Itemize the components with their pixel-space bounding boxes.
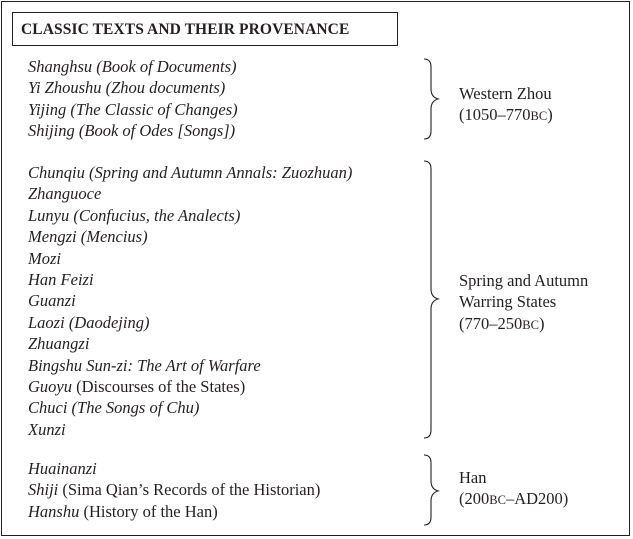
list-item: Chunqiu (Spring and Autumn Annals: Zuozhuan): [28, 163, 353, 182]
brace-han: [420, 452, 448, 528]
period-name: Spring and Autumn: [459, 271, 589, 290]
period-han: [459, 467, 568, 512]
period-name: Han: [459, 468, 487, 487]
brace-spring-autumn: [420, 158, 448, 442]
list-item: Mengzi (Mencius): [28, 227, 148, 247]
list-item: Guoyu (Discourses of the States): [28, 376, 246, 396]
list-item: Shijing (Book of Odes [Songs]): [28, 121, 236, 141]
list-item: Chuci (The Songs of Chu): [28, 398, 200, 418]
page-title: CLASSIC TEXTS AND THEIR PROVENANCE: [12, 12, 398, 46]
list-item: Yijing (The Classic of Changes): [28, 99, 238, 119]
list-item: Shanghsu (Book of Documents): [28, 57, 237, 76]
date-range: (770–250BC): [459, 313, 545, 333]
text-list-spring-autumn: [28, 162, 352, 440]
list-item: Laozi (Daodejing): [28, 312, 150, 332]
brace-western-zhou: [420, 56, 448, 142]
period-name: Western Zhou: [459, 84, 552, 103]
date-range: (1050–770BC): [459, 105, 553, 125]
list-item: Zhuangzi: [28, 334, 90, 354]
list-item: Mozi: [28, 248, 61, 268]
list-item: Huainanzi: [28, 459, 97, 478]
list-item: Yi Zhoushu (Zhou documents): [28, 78, 226, 98]
period-name-2: Warring States: [459, 292, 557, 312]
list-item: Bingshu Sun-zi: The Art of Warfare: [28, 355, 261, 375]
date-range: (200BC–AD200): [459, 489, 569, 509]
list-item: Hanshu (History of the Han): [28, 501, 218, 521]
list-item: Xunzi: [28, 419, 66, 439]
list-item: Guanzi: [28, 291, 76, 311]
list-item: Han Feizi: [28, 269, 94, 289]
list-item: Shiji (Sima Qian’s Records of the Historian): [28, 480, 321, 500]
text-list-western-zhou: [28, 56, 238, 142]
list-item: Zhanguoce: [28, 184, 102, 204]
period-spring-autumn: [459, 270, 588, 336]
list-item: Lunyu (Confucius, the Analects): [28, 205, 241, 225]
period-western-zhou: [459, 83, 553, 128]
text-list-han: [28, 458, 320, 522]
